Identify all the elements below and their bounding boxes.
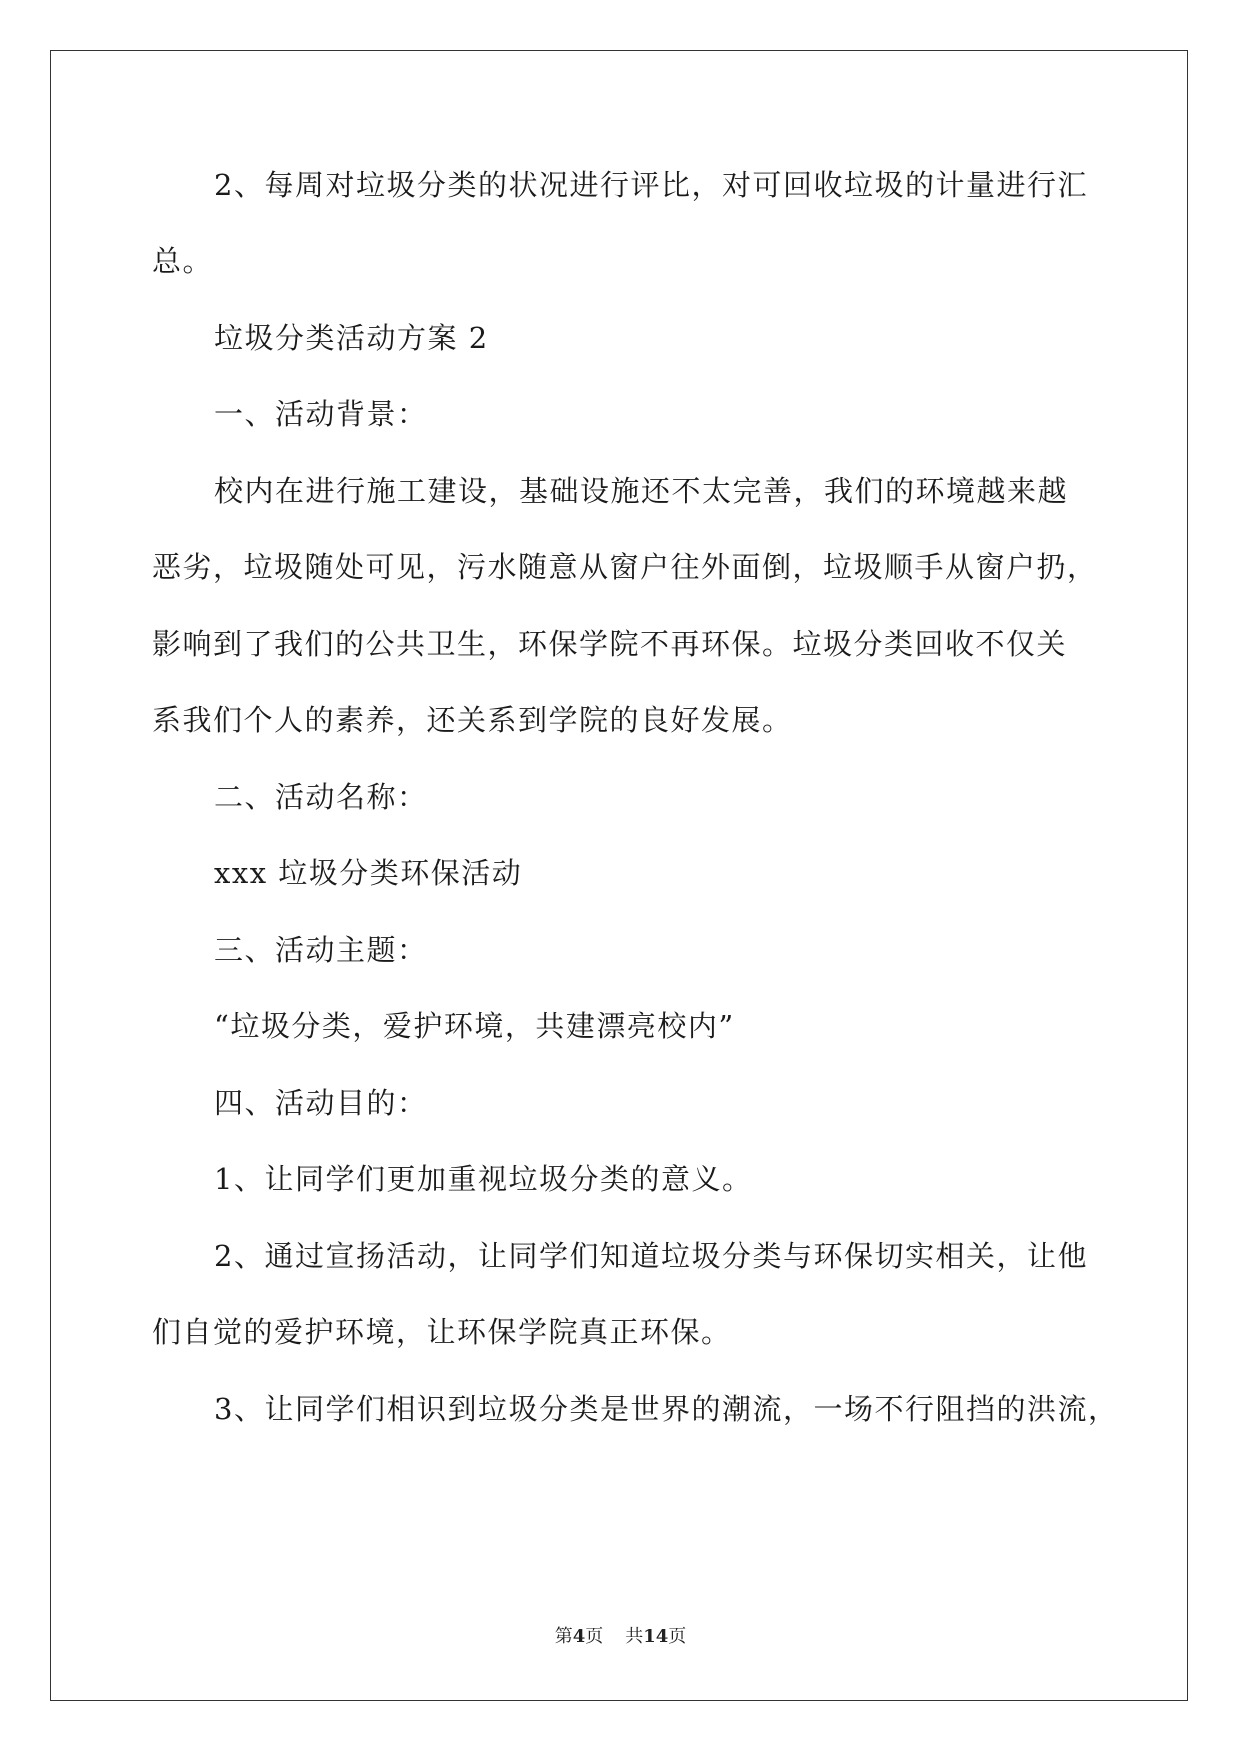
section-heading: 四、活动目的： (214, 1086, 428, 1120)
section-heading: 三、活动主题： (214, 933, 428, 967)
page-total: 14 (643, 1626, 669, 1647)
paragraph-line: xxx 垃圾分类环保活动 (214, 856, 523, 890)
page-prefix: 第 (554, 1626, 573, 1647)
total-suffix: 页 (668, 1626, 687, 1647)
paragraph-line: 1、让同学们更加重视垃圾分类的意义。 (214, 1162, 753, 1196)
paragraph-line: 恶劣，垃圾随处可见，污水随意从窗户往外面倒，垃圾顺手从窗户扔， (152, 550, 1098, 584)
paragraph-line: “垃圾分类，爱护环境，共建漂亮校内” (214, 1009, 735, 1043)
paragraph-line: 总。 (152, 244, 214, 278)
paragraph-line: 2、通过宣扬活动，让同学们知道垃圾分类与环保切实相关，让他 (214, 1239, 1088, 1273)
total-prefix: 共 (625, 1626, 644, 1647)
page-footer (0, 1622, 1241, 1648)
paragraph-line: 系我们个人的素养，还关系到学院的良好发展。 (152, 703, 793, 737)
page-suffix: 页 (585, 1626, 604, 1647)
page-current: 4 (572, 1626, 586, 1647)
paragraph-line: 们自觉的爱护环境，让环保学院真正环保。 (152, 1315, 732, 1349)
paragraph-line: 校内在进行施工建设，基础设施还不太完善，我们的环境越来越 (214, 474, 1069, 508)
section-heading: 一、活动背景： (214, 397, 428, 431)
section-title: 垃圾分类活动方案 2 (214, 321, 489, 355)
section-heading: 二、活动名称： (214, 780, 428, 814)
paragraph-line: 2、每周对垃圾分类的状况进行评比，对可回收垃圾的计量进行汇 (214, 168, 1088, 202)
paragraph-line: 3、让同学们相识到垃圾分类是世界的潮流，一场不行阻挡的洪流， (214, 1392, 1119, 1426)
paragraph-line: 影响到了我们的公共卫生，环保学院不再环保。垃圾分类回收不仅关 (152, 627, 1068, 661)
